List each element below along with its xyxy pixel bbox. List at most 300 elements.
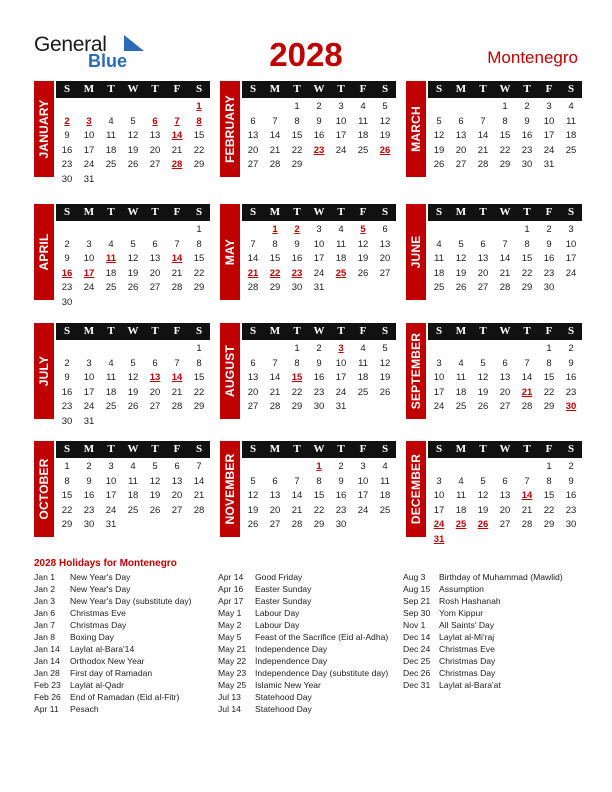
holiday-name: Boxing Day (70, 632, 114, 642)
day-cell: 2 (568, 343, 574, 354)
day-cell: 10 (433, 490, 445, 501)
day-cell: 6 (382, 224, 388, 235)
weekday-label: S (567, 83, 575, 95)
weekday-label: T (479, 443, 487, 455)
weekday-label: W (499, 206, 511, 218)
holiday-name: Independence Day (255, 656, 328, 666)
day-cell: 19 (127, 386, 139, 398)
day-cell: 8 (502, 115, 508, 127)
day-cell: 5 (250, 475, 256, 487)
holiday-date: Jan 28 (34, 668, 60, 678)
day-cell: 30 (335, 519, 347, 530)
weekday-label: S (567, 443, 575, 455)
month-name: SEPTEMBER (409, 332, 423, 410)
weekday-label: T (151, 83, 159, 95)
day-cell: 15 (269, 253, 281, 264)
day-cell: 5 (130, 238, 136, 250)
day-cell: 15 (193, 253, 205, 264)
day-cell: 10 (543, 115, 555, 127)
day-cell: 27 (247, 159, 259, 170)
day-cell: 10 (335, 357, 347, 369)
holiday-day-cell: 26 (477, 519, 489, 530)
day-cell: 20 (149, 144, 161, 156)
holiday-name: Christmas Eve (70, 608, 126, 618)
holiday-day-cell: 15 (291, 372, 303, 383)
weekday-label: T (151, 325, 159, 337)
month-name: MARCH (409, 106, 423, 152)
holiday-day-cell: 3 (86, 115, 92, 127)
day-cell: 27 (247, 401, 259, 412)
holiday-name: Laylat al-Bara'14 (70, 644, 135, 654)
weekday-label: W (499, 325, 511, 337)
day-cell: 3 (546, 101, 552, 112)
weekday-label: W (127, 206, 139, 218)
day-cell: 2 (338, 461, 344, 472)
day-cell: 1 (294, 101, 300, 112)
day-cell: 5 (480, 475, 486, 487)
holiday-day-cell: 1 (196, 101, 202, 112)
day-cell: 5 (130, 357, 136, 369)
day-cell: 4 (130, 461, 136, 472)
holiday-date: Apr 17 (218, 596, 244, 606)
day-cell: 21 (499, 267, 511, 279)
day-cell: 17 (313, 253, 325, 264)
day-cell: 24 (357, 504, 369, 516)
day-cell: 10 (335, 115, 347, 127)
holiday-date: Apr 11 (34, 704, 59, 714)
weekday-label: S (435, 83, 443, 95)
holiday-name: Easter Sunday (255, 584, 312, 594)
day-cell: 10 (83, 372, 95, 383)
weekday-label: T (107, 83, 115, 95)
day-cell: 3 (86, 238, 92, 250)
day-cell: 25 (565, 144, 577, 156)
weekday-header (242, 81, 396, 98)
holiday-date: May 23 (218, 668, 247, 678)
day-cell: 2 (568, 461, 574, 472)
day-cell: 4 (360, 343, 366, 354)
day-cell: 9 (86, 475, 92, 487)
day-cell: 18 (127, 490, 139, 501)
day-cell: 1 (64, 461, 70, 472)
month-label (34, 81, 54, 177)
weekday-label: F (545, 325, 553, 337)
day-cell: 11 (358, 357, 368, 369)
day-cell: 10 (105, 475, 117, 487)
day-cell: 16 (565, 372, 577, 383)
day-cell: 23 (335, 504, 347, 516)
day-cell: 29 (291, 159, 303, 170)
day-cell: 16 (521, 130, 533, 141)
month-name: DECEMBER (409, 453, 423, 525)
day-cell: 5 (152, 461, 158, 472)
weekday-label: W (127, 443, 139, 455)
day-cell: 27 (477, 282, 489, 293)
month-label (406, 323, 426, 419)
month-label (220, 81, 240, 177)
month-name: JANUARY (37, 99, 51, 159)
day-cell: 12 (127, 253, 139, 264)
day-cell: 6 (458, 115, 464, 127)
day-cell: 9 (338, 475, 344, 487)
month-label (34, 441, 54, 537)
day-cell: 4 (108, 238, 114, 250)
day-cell: 13 (499, 372, 511, 383)
day-cell: 1 (294, 343, 300, 354)
weekday-label: M (455, 83, 467, 95)
weekday-label: S (195, 325, 203, 337)
day-cell: 31 (313, 282, 325, 293)
weekday-label: F (173, 325, 181, 337)
day-cell: 17 (83, 144, 95, 156)
holiday-day-cell: 17 (83, 267, 95, 279)
day-cell: 29 (61, 519, 73, 530)
holiday-day-cell: 5 (360, 224, 366, 235)
holiday-date: Jul 13 (218, 692, 241, 702)
day-cell: 10 (565, 238, 577, 250)
month-label (406, 81, 426, 177)
day-cell: 5 (480, 357, 486, 369)
day-cell: 8 (64, 475, 70, 487)
day-cell: 20 (171, 490, 183, 501)
day-cell: 17 (335, 372, 347, 383)
day-cell: 15 (61, 490, 73, 501)
day-cell: 24 (105, 504, 117, 516)
day-cell: 24 (83, 401, 95, 412)
day-cell: 4 (436, 238, 442, 250)
day-cell: 19 (127, 267, 139, 279)
holiday-name: All Saints' Day (439, 620, 495, 630)
weekday-header (428, 441, 582, 458)
weekday-label: M (455, 325, 467, 337)
day-cell: 15 (193, 130, 205, 141)
holiday-name: Good Friday (255, 572, 303, 582)
holiday-date: May 22 (218, 656, 247, 666)
day-cell: 4 (458, 475, 464, 487)
day-cell: 14 (477, 130, 489, 141)
day-cell: 18 (105, 267, 117, 279)
day-cell: 7 (272, 115, 278, 127)
month-december (406, 441, 584, 551)
day-cell: 21 (521, 504, 533, 516)
day-cell: 6 (480, 238, 486, 250)
weekday-header (56, 441, 210, 458)
day-cell: 4 (338, 224, 344, 235)
day-cell: 23 (61, 282, 73, 293)
weekday-label: M (455, 206, 467, 218)
day-cell: 8 (546, 357, 552, 369)
day-cell: 5 (382, 343, 388, 354)
day-cell: 24 (565, 267, 577, 279)
day-cell: 29 (499, 159, 511, 170)
holiday-day-cell: 22 (269, 267, 281, 279)
month-february (220, 81, 398, 191)
day-cell: 6 (272, 475, 278, 487)
day-cell: 9 (568, 475, 574, 487)
weekday-label: M (83, 83, 95, 95)
day-cell: 16 (61, 386, 73, 398)
holiday-date: Sep 30 (403, 608, 431, 618)
day-cell: 18 (357, 130, 369, 141)
day-cell: 29 (543, 401, 555, 412)
holiday-name: Rosh Hashanah (439, 596, 501, 606)
day-cell: 25 (105, 401, 117, 412)
holiday-date: Aug 3 (403, 572, 426, 582)
holiday-name: Pesach (70, 704, 99, 714)
weekday-label: S (435, 325, 443, 337)
day-cell: 30 (313, 401, 325, 412)
day-cell: 21 (193, 490, 205, 501)
day-cell: 23 (61, 401, 73, 412)
day-cell: 24 (543, 144, 555, 156)
day-cell: 29 (543, 519, 555, 530)
weekday-label: S (63, 206, 71, 218)
weekday-header (56, 323, 210, 340)
day-cell: 25 (105, 282, 117, 293)
holiday-date: May 1 (218, 608, 242, 618)
day-cell: 12 (477, 490, 489, 501)
day-cell: 16 (565, 490, 577, 501)
day-cell: 18 (433, 267, 445, 279)
weekday-label: F (359, 443, 367, 455)
day-cell: 29 (291, 401, 303, 412)
day-cell: 30 (83, 519, 95, 530)
day-cell: 22 (193, 267, 205, 279)
weekday-label: S (381, 206, 389, 218)
day-cell: 22 (291, 144, 303, 156)
day-cell: 22 (543, 504, 555, 516)
day-cell: 29 (193, 401, 205, 412)
holiday-name: Laylat al-Mi'raj (439, 632, 495, 642)
day-cell: 28 (171, 282, 183, 293)
day-cell: 8 (294, 357, 300, 369)
holiday-name: Birthday of Muhammad (Mawlid) (439, 572, 563, 582)
weekday-label: T (107, 443, 115, 455)
day-cell: 17 (83, 386, 95, 398)
day-cell: 15 (499, 130, 511, 141)
day-cell: 20 (499, 504, 511, 516)
day-cell: 14 (521, 372, 533, 383)
day-cell: 30 (61, 173, 73, 185)
day-cell: 10 (357, 475, 369, 487)
day-cell: 21 (291, 504, 303, 516)
holiday-name: New Year's Day (70, 584, 131, 594)
day-cell: 4 (360, 101, 366, 112)
day-cell: 25 (357, 144, 369, 156)
holiday-name: Labour Day (255, 608, 300, 618)
day-cell: 7 (196, 461, 202, 472)
holiday-day-cell: 7 (174, 115, 180, 127)
weekday-header (242, 204, 396, 221)
holiday-name: New Year's Day (substitute day) (70, 596, 192, 606)
weekday-label: M (83, 443, 95, 455)
day-cell: 25 (455, 401, 467, 412)
day-cell: 16 (543, 253, 555, 264)
day-cell: 19 (149, 490, 161, 501)
holiday-day-cell: 14 (521, 490, 533, 501)
day-cell: 18 (455, 504, 467, 516)
holiday-day-cell: 25 (335, 267, 347, 279)
holiday-date: Jul 14 (218, 704, 241, 714)
day-cell: 17 (335, 130, 347, 141)
day-cell: 12 (127, 130, 139, 141)
day-cell: 9 (294, 238, 300, 250)
day-cell: 6 (250, 115, 256, 127)
day-cell: 27 (499, 519, 511, 530)
day-cell: 26 (127, 159, 139, 170)
holiday-day-cell: 11 (105, 253, 117, 264)
day-cell: 22 (521, 267, 533, 279)
holiday-day-cell: 23 (291, 267, 303, 279)
weekday-label: W (313, 83, 325, 95)
day-cell: 14 (291, 490, 303, 501)
day-cell: 3 (568, 224, 574, 235)
weekday-label: T (293, 83, 301, 95)
holiday-name: Independence Day (substitute day) (255, 668, 389, 678)
day-cell: 20 (455, 144, 467, 156)
month-april (34, 204, 212, 314)
day-cell: 8 (272, 238, 278, 250)
month-name: JUNE (409, 235, 423, 269)
holiday-day-cell: 21 (247, 267, 259, 279)
day-cell: 9 (524, 115, 530, 127)
weekday-label: T (479, 206, 487, 218)
day-cell: 2 (64, 357, 70, 369)
day-cell: 11 (106, 130, 116, 141)
day-cell: 7 (480, 115, 486, 127)
day-cell: 27 (149, 282, 161, 293)
day-cell: 9 (64, 372, 70, 383)
weekday-label: T (293, 443, 301, 455)
day-cell: 6 (152, 238, 158, 250)
holiday-date: Jan 14 (34, 644, 60, 654)
weekday-label: F (545, 206, 553, 218)
day-cell: 21 (171, 386, 183, 398)
day-cell: 21 (171, 144, 183, 156)
day-cell: 5 (130, 115, 136, 127)
weekday-label: S (195, 443, 203, 455)
day-cell: 3 (316, 224, 322, 235)
holiday-day-cell: 1 (316, 461, 322, 472)
month-november (220, 441, 398, 551)
day-cell: 22 (499, 144, 511, 156)
day-cell: 26 (477, 401, 489, 412)
weekday-label: T (523, 443, 531, 455)
day-cell: 17 (433, 504, 445, 516)
holiday-name: Laylat al-Qadr (70, 680, 124, 690)
holiday-date: Apr 14 (218, 572, 244, 582)
day-cell: 20 (149, 386, 161, 398)
day-cell: 27 (499, 401, 511, 412)
weekday-label: S (381, 443, 389, 455)
holiday-date: Apr 16 (218, 584, 244, 594)
day-cell: 2 (316, 343, 322, 354)
day-cell: 8 (316, 475, 322, 487)
day-cell: 30 (543, 282, 555, 293)
day-cell: 3 (86, 357, 92, 369)
day-cell: 11 (106, 372, 116, 383)
holiday-day-cell: 23 (313, 144, 325, 156)
day-cell: 22 (543, 386, 555, 398)
day-cell: 23 (61, 159, 73, 170)
holiday-date: Dec 26 (403, 668, 431, 678)
day-cell: 15 (313, 490, 325, 501)
month-september (406, 323, 584, 433)
day-cell: 16 (61, 144, 73, 156)
day-cell: 7 (524, 475, 530, 487)
day-cell: 31 (83, 415, 95, 427)
day-cell: 13 (455, 130, 467, 141)
weekday-label: W (313, 325, 325, 337)
day-cell: 3 (436, 357, 442, 369)
day-cell: 24 (83, 282, 95, 293)
holiday-date: May 5 (218, 632, 242, 642)
day-cell: 16 (313, 372, 325, 383)
weekday-label: S (63, 83, 71, 95)
day-cell: 17 (105, 490, 117, 501)
day-cell: 8 (546, 475, 552, 487)
day-cell: 31 (543, 159, 555, 170)
day-cell: 28 (247, 282, 259, 293)
holiday-date: Feb 26 (34, 692, 61, 702)
day-cell: 24 (433, 401, 445, 412)
day-cell: 23 (565, 386, 577, 398)
weekday-label: S (63, 325, 71, 337)
month-name: OCTOBER (37, 458, 51, 520)
holiday-date: Sep 21 (403, 596, 431, 606)
holiday-name: Yom Kippur (439, 608, 484, 618)
holiday-date: May 21 (218, 644, 247, 654)
day-cell: 22 (193, 386, 205, 398)
day-cell: 11 (380, 475, 390, 487)
day-cell: 4 (382, 461, 388, 472)
day-cell: 28 (291, 519, 303, 530)
weekday-label: T (523, 325, 531, 337)
day-cell: 16 (291, 253, 303, 264)
day-cell: 8 (524, 238, 530, 250)
holiday-name: Easter Sunday (255, 596, 312, 606)
day-cell: 23 (543, 267, 555, 279)
day-cell: 9 (316, 115, 322, 127)
day-cell: 25 (105, 159, 117, 170)
holiday-date: Dec 25 (403, 656, 431, 666)
weekday-label: F (359, 325, 367, 337)
day-cell: 9 (316, 357, 322, 369)
weekday-label: T (479, 83, 487, 95)
holiday-day-cell: 25 (455, 519, 467, 530)
holiday-day-cell: 16 (61, 267, 73, 279)
holiday-date: Dec 24 (403, 644, 431, 654)
weekday-label: T (293, 325, 301, 337)
day-cell: 13 (269, 490, 281, 501)
day-cell: 25 (127, 504, 139, 516)
holiday-name: Christmas Day (439, 668, 496, 678)
weekday-label: M (83, 206, 95, 218)
day-cell: 13 (149, 130, 161, 141)
weekday-header (428, 204, 582, 221)
day-cell: 11 (128, 475, 138, 487)
day-cell: 12 (127, 372, 139, 383)
day-cell: 19 (379, 130, 391, 141)
day-cell: 11 (566, 115, 576, 127)
holiday-name: End of Ramadan (Eid al-Fitr) (70, 692, 180, 702)
day-cell: 10 (313, 238, 325, 250)
day-cell: 1 (546, 461, 552, 472)
day-cell: 7 (524, 357, 530, 369)
day-cell: 31 (105, 519, 117, 530)
day-cell: 8 (196, 238, 202, 250)
holiday-name: Statehood Day (255, 692, 312, 702)
